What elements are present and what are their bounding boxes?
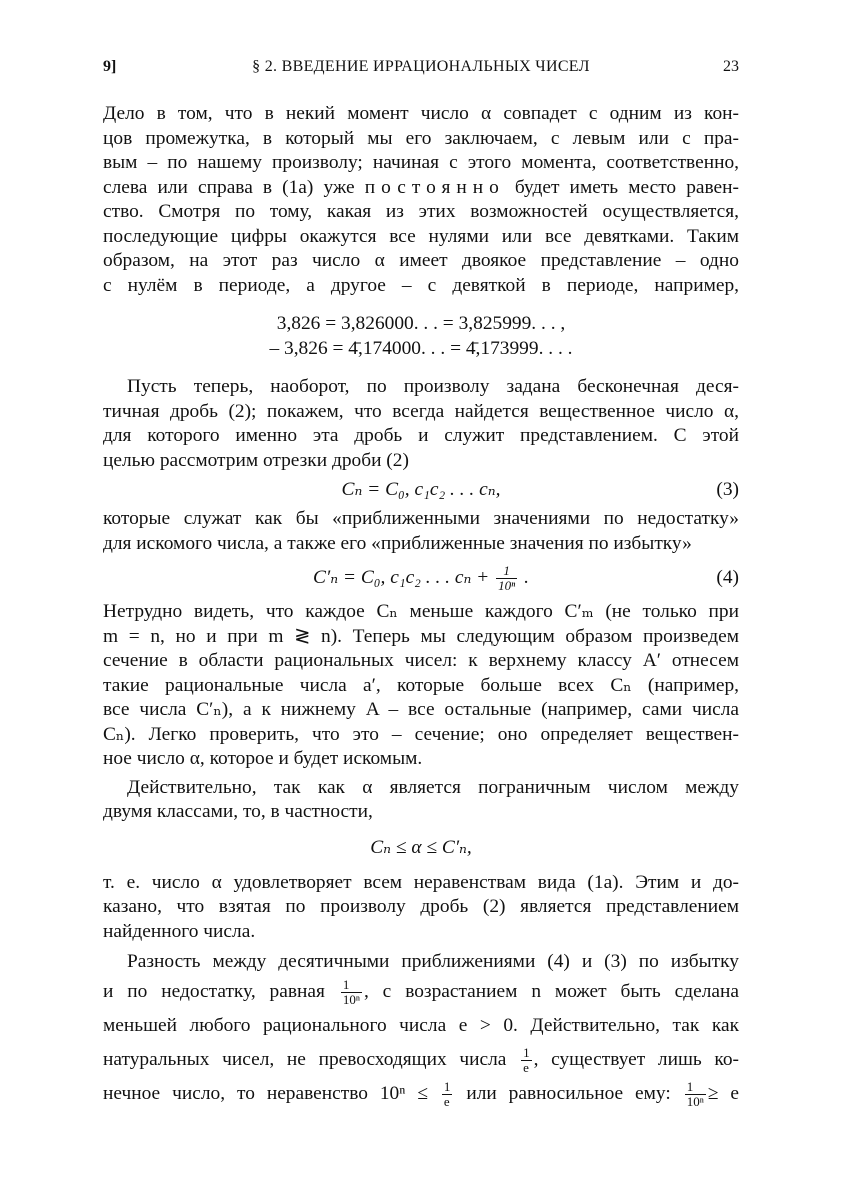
text-line: цов промежутка, в который мы его заключаем, с левым или с пра- bbox=[103, 127, 739, 149]
equation-body: C′ₙ = C₀, c₁c₂ . . . cₙ + $\frac{1}{\text{10ⁿ}}$ . bbox=[313, 563, 529, 594]
paragraph-1 bbox=[103, 102, 739, 298]
text-line: вым – по нашему произволу; начиная с этого момента, соответственно, bbox=[103, 152, 739, 173]
text-line: такие рациональные числа a′, которые больше всех Cₙ (например, bbox=[103, 674, 739, 696]
fraction: $\frac{1}{e}$ bbox=[523, 1044, 530, 1075]
text-line: сечение в области рациональных чисел: к верхнему классу A′ отнесем bbox=[103, 650, 739, 671]
text-line: найденного числа. bbox=[103, 920, 256, 942]
text-line: тичная дробь (2); покажем, что всегда найдется вещественное число α, bbox=[103, 400, 739, 422]
text-line: все числа C′ₙ), а к нижнему A – все остальные (например, сами числа bbox=[103, 699, 739, 720]
text-line: Cₙ). Легко проверить, что это – сечение; оно определяет веществен- bbox=[103, 723, 739, 745]
spaced-emphasis: постоянно bbox=[364, 176, 505, 198]
text-line: Действительно, так как α является пограничным числом между bbox=[127, 776, 739, 798]
section-marker: 9] bbox=[103, 58, 117, 75]
fraction: $\frac{1}{\text{10ⁿ}}$ bbox=[342, 976, 360, 1007]
text-line: меньшей любого рационального числа e > 0. Действительно, так как bbox=[103, 1014, 739, 1036]
text-line: Пусть теперь, наоборот, по произволу задана бесконечная деся- bbox=[127, 376, 739, 397]
paragraph-4 bbox=[103, 600, 739, 772]
equation-number: (3) bbox=[716, 479, 739, 500]
inequality-body: Cₙ ≤ α ≤ C′ₙ, bbox=[370, 836, 472, 858]
paragraph-5 bbox=[103, 776, 739, 825]
text-line: казано, что взятая по произволу дробь (2) является представлением bbox=[103, 896, 739, 917]
text-line: Разность между десятичными приближениями (4) и (3) по избытку bbox=[127, 951, 739, 972]
text-line: целью рассмотрим отрезки дроби (2) bbox=[103, 449, 409, 471]
fraction: $\frac{1}{\text{10ⁿ}}$ bbox=[498, 563, 516, 594]
text-line: натуральных чисел, не превосходящих числа $\frac{1}{e}$ , существует лишь ко- bbox=[103, 1044, 739, 1075]
text-line: образом, на этот раз число α имеет двоякое представление – одно bbox=[103, 250, 739, 271]
running-title: § 2. ВВЕДЕНИЕ ИРРАЦИОНАЛЬНЫХ ЧИСЕЛ bbox=[252, 58, 590, 75]
equation-body: Cₙ = C₀, c₁c₂ . . . cₙ, bbox=[341, 479, 501, 500]
text-line: для искомого числа, а также его «приближенные значения по избытку» bbox=[103, 532, 692, 554]
text-line: и по недостатку, равная $\frac{1}{\text{10ⁿ}}$ , с возрастанием n может быть сделана bbox=[103, 976, 739, 1007]
text-line: последующие цифры окажутся все нулями или все девятками. Таким bbox=[103, 225, 739, 247]
example-formula-2: – 3,826 = 4̄,174000. . . = 4̄,173999. . . . bbox=[269, 337, 573, 359]
paragraph-7 bbox=[103, 950, 739, 1111]
paragraph-3 bbox=[103, 507, 739, 556]
equation-4 bbox=[103, 556, 739, 600]
text-line: Дело в том, что в некий момент число α совпадет с одним из кон- bbox=[103, 103, 739, 124]
text-line: слева или справа в (1а) уже постоянно будет иметь место равен- bbox=[103, 176, 739, 198]
paragraph-6 bbox=[103, 871, 739, 945]
text-line: ство. Смотря по тому, какая из этих возможностей осуществляется, bbox=[103, 201, 739, 222]
text-line: Нетрудно видеть, что каждое Cₙ меньше каждого C′ₘ (не только при bbox=[103, 601, 739, 622]
example-formula-1: 3,826 = 3,826000. . . = 3,825999. . . , bbox=[276, 313, 566, 334]
inequality bbox=[103, 825, 739, 871]
text-line: для которого именно эта дробь и служит представлением. С этой bbox=[103, 425, 739, 446]
equation-number: (4) bbox=[716, 567, 739, 588]
text-line: с нулём в периоде, а другое – с девяткой в периоде, например, bbox=[103, 274, 739, 296]
text-line: т. е. число α удовлетворяет всем неравенствам вида (1а). Этим и до- bbox=[103, 871, 739, 893]
text-line: которые служат как бы «приближенными значениями по недостатку» bbox=[103, 508, 739, 529]
text-line: m = n, но и при m ≷ n). Теперь мы следующим образом произведем bbox=[103, 625, 739, 647]
running-header bbox=[103, 58, 739, 82]
text-line: двумя классами, то, в частности, bbox=[103, 801, 373, 822]
fraction: $\frac{1}{\text{10ⁿ}}$ bbox=[686, 1078, 704, 1109]
equation-3 bbox=[103, 473, 739, 507]
fraction: $\frac{1}{e}$ bbox=[443, 1078, 451, 1109]
page-number: 23 bbox=[723, 58, 739, 75]
text-line: ное число α, которое и будет искомым. bbox=[103, 748, 423, 769]
book-page bbox=[103, 58, 739, 1111]
text-line: нечное число, то неравенство 10ⁿ ≤ $\frac{1}{e}$ или равносильное ему: $\frac{1}{\text{10ⁿ}}$ ≥ e bbox=[103, 1078, 739, 1109]
paragraph-2 bbox=[103, 375, 739, 473]
